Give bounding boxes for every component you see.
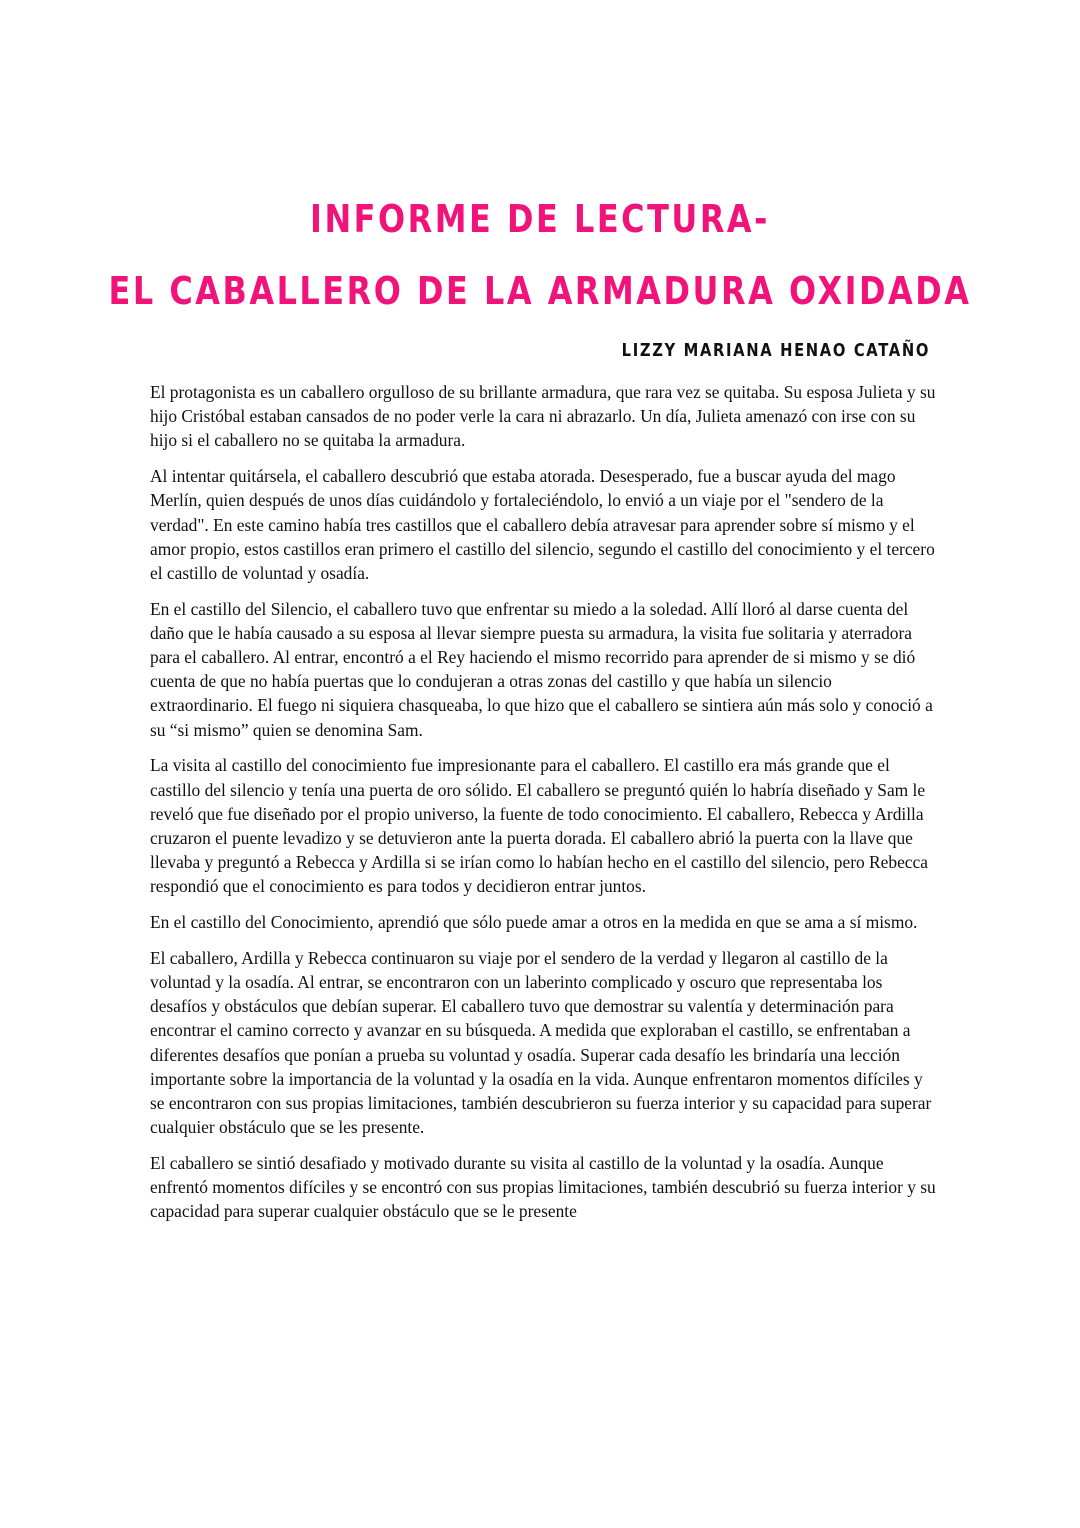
paragraph-3: En el castillo del Silencio, el caballero tuvo que enfrentar su miedo a la soledad. Allí lloró al darse cuenta del daño que le había causado a su esposa al llevar siempre puesta su armadura, la visita fue solitaria y aterradora para el caballero. Al entrar, encontró a el Rey haciendo el mismo recorrido para aprender de si mismo y se dió cuenta de que no había puertas que lo condujeran a otras zonas del castillo y que había un silencio extraordinario. El fuego ni siquiera chasqueaba, lo que hizo que el caballero se sintiera aún más solo y conoció a su “si mismo” quien se denomina Sam. bbox=[150, 598, 933, 740]
paragraph-2: Al intentar quitársela, el caballero descubrió que estaba atorada. Desesperado, fue a buscar ayuda del mago Merlín, quien después de unos días cuidándolo y fortaleciéndolo, lo envió a un viaje por el "sendero de la verdad". En este camino había tres castillos que el caballero debía atravesar para aprender sobre sí mismo y el amor propio, estos castillos eran primero el castillo del silencio, segundo el castillo del conocimiento y el tercero el castillo de voluntad y osadía. bbox=[150, 466, 935, 583]
paragraph-1: El protagonista es un caballero orgulloso de su brillante armadura, que rara vez se quitaba. Su esposa Julieta y su hijo Cristóbal estaban cansados de no poder verle la cara ni abrazarlo. Un día, Julieta amenazó con irse con su hijo si el caballero no se quitaba la armadura. bbox=[150, 382, 936, 451]
document-title-line-1: INFORME DE LECTURA- bbox=[310, 197, 770, 241]
paragraph-6: El caballero, Ardilla y Rebecca continuaron su viaje por el sendero de la verdad y llegaron al castillo de la voluntad y la osadía. Al entrar, se encontraron con un laberinto complicado y oscuro que representaba los desafíos y obstáculos que debían superar. El caballero tuvo que demostrar su valentía y determinación para encontrar el camino correcto y avanzar en su búsqueda. A medida que exploraban el castillo, se enfrentaban a diferentes desafíos que ponían a prueba su voluntad y osadía. Superar cada desafío les brindaría una lección importante sobre la importancia de la voluntad y la osadía en la vida. Aunque enfrentaron momentos difíciles y se encontraron con sus propias limitaciones, también descubrieron su fuerza interior y su capacidad para superar cualquier obstáculo que se les presente. bbox=[150, 947, 932, 1138]
document-title-line-2: EL CABALLERO DE LA ARMADURA OXIDADA bbox=[108, 269, 972, 313]
author-name: LIZZY MARIANA HENAO CATAÑO bbox=[621, 340, 930, 361]
paragraph-7: El caballero se sintió desafiado y motivado durante su visita al castillo de la voluntad y la osadía. Aunque enfrentó momentos difíciles y se encontró con sus propias limitaciones, también descubrió su fuerza interior y su capacidad para superar cualquier obstáculo que se le presente bbox=[150, 1152, 936, 1222]
document-body bbox=[150, 380, 936, 1235]
paragraph-4: La visita al castillo del conocimiento fue impresionante para el caballero. El castillo era más grande que el castillo del silencio y tenía una puerta de oro sólido. El caballero se preguntó quién lo habría diseñado y Sam le reveló que fue diseñado por el propio universo, la fuente de todo conocimiento. El caballero, Rebecca y Ardilla cruzaron el puente levadizo y se detuvieron ante la puerta dorada. El caballero abrió la puerta con la llave que llevaba y preguntó a Rebecca y Ardilla si se irían como lo habían hecho en el castillo del silencio, pero Rebecca respondió que el conocimiento es para todos y decidieron entrar juntos. bbox=[150, 755, 928, 897]
paragraph-5: En el castillo del Conocimiento, aprendió que sólo puede amar a otros en la medida en que se ama a sí mismo. bbox=[150, 912, 918, 933]
